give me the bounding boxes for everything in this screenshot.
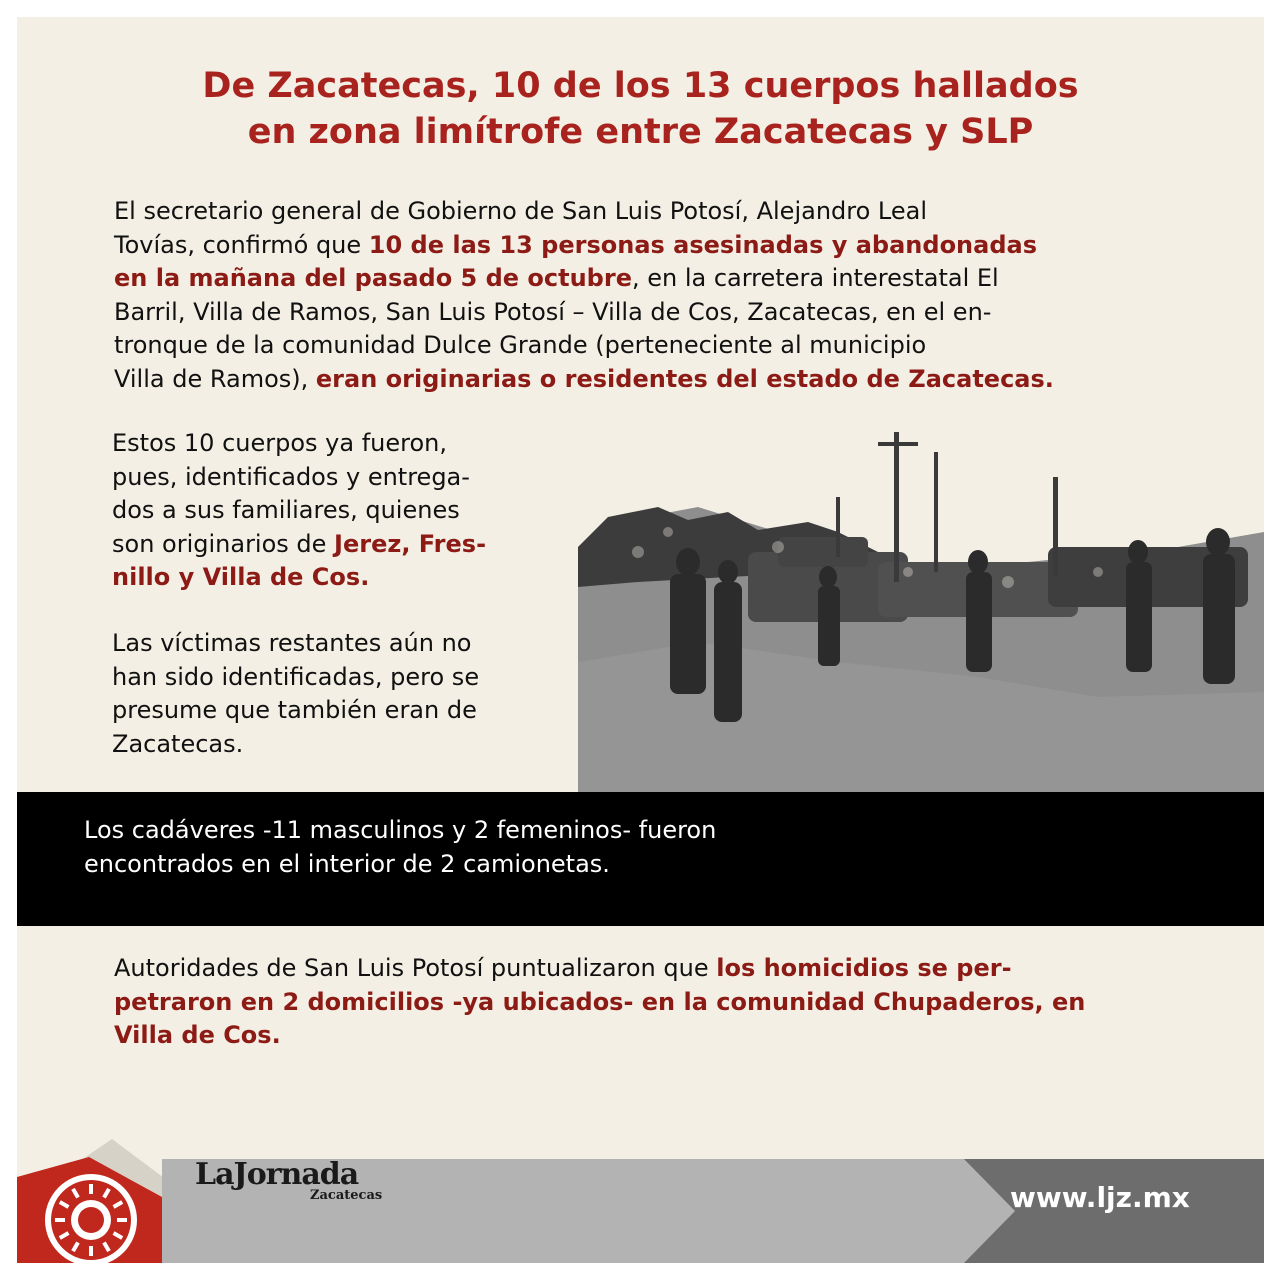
text-line xyxy=(112,661,562,695)
site-url-link[interactable]: www.ljz.mx xyxy=(1010,1181,1190,1214)
text-line xyxy=(112,528,562,562)
highlighted-text: petraron en 2 domicilios -ya ubicados- en la comunidad Chupaderos, en xyxy=(114,987,1086,1016)
text-line xyxy=(114,195,1174,229)
text-line xyxy=(114,262,1174,296)
body-text: son originarios de xyxy=(112,529,335,558)
logo-main-text: LaJornada xyxy=(195,1157,359,1192)
body-text: dos a sus familiares, quienes xyxy=(112,496,460,524)
text-line xyxy=(84,848,984,882)
text-line xyxy=(112,461,562,495)
body-text: El secretario general de Gobierno de San Luis Potosí, Alejandro Leal xyxy=(114,197,927,225)
body-text: Estos 10 cuerpos ya fueron, xyxy=(112,429,447,457)
band-text xyxy=(84,814,984,881)
text-line xyxy=(114,1019,1194,1053)
text-line xyxy=(112,627,562,661)
paragraph-identified xyxy=(112,427,562,595)
highlighted-text: Villa de Cos. xyxy=(114,1021,281,1049)
body-text: , en la carretera interestatal El xyxy=(631,264,999,292)
crime-scene-photo xyxy=(578,412,1264,792)
body-text: Tovías, confirmó que xyxy=(114,230,369,259)
body-text: tronque de la comunidad Dulce Grande (perteneciente al municipio xyxy=(114,331,927,359)
la-jornada-logo xyxy=(195,1157,383,1203)
paragraph-authorities xyxy=(114,952,1194,1053)
highlighted-text: nillo y Villa de Cos. xyxy=(112,563,370,591)
paragraph-remaining xyxy=(112,627,562,761)
highlight-band xyxy=(17,792,1264,926)
body-text: presume que también eran de xyxy=(112,696,477,724)
logo-sub-text: Zacatecas xyxy=(310,1188,383,1203)
paragraph-intro xyxy=(114,195,1174,396)
text-line xyxy=(84,814,984,848)
body-text: encontrados en el interior de 2 camionetas. xyxy=(84,849,610,878)
body-text: Las víctimas restantes aún no xyxy=(112,629,472,657)
text-line xyxy=(112,728,562,762)
title-line-2: en zona limítrofe entre Zacatecas y SLP xyxy=(247,112,1034,152)
body-text: Barril, Villa de Ramos, San Luis Potosí – Villa de Cos, Zacatecas, en el en- xyxy=(114,297,992,326)
highlighted-text: Jerez, Fres- xyxy=(334,529,487,558)
infographic-canvas xyxy=(17,17,1264,1263)
text-line xyxy=(114,952,1194,986)
text-line xyxy=(112,694,562,728)
text-line xyxy=(112,494,562,528)
highlighted-text: eran originarias o residentes del estado de Zacatecas. xyxy=(315,364,1054,393)
text-line xyxy=(114,329,1174,363)
body-text: Zacatecas. xyxy=(112,729,244,758)
body-text: pues, identificados y entrega- xyxy=(112,462,470,491)
body-text: Los cadáveres -11 masculinos y 2 femeninos- fueron xyxy=(84,816,717,844)
body-text: Autoridades de San Luis Potosí puntualizaron que xyxy=(114,954,717,982)
text-line xyxy=(114,296,1174,330)
text-line xyxy=(114,363,1174,397)
title-line-1: De Zacatecas, 10 de los 13 cuerpos hallados xyxy=(202,66,1079,106)
body-text: han sido identificadas, pero se xyxy=(112,662,480,691)
text-line xyxy=(114,229,1174,263)
body-text: Villa de Ramos), xyxy=(114,364,316,393)
text-line xyxy=(112,427,562,461)
highlighted-text: en la mañana del pasado 5 de octubre xyxy=(114,264,632,292)
highlighted-text: 10 de las 13 personas asesinadas y abandonadas xyxy=(368,230,1037,259)
text-line xyxy=(112,561,562,595)
highlighted-text: los homicidios se per- xyxy=(716,954,1012,982)
text-line xyxy=(114,986,1194,1020)
sun-logo-icon xyxy=(45,1174,137,1263)
page-title xyxy=(17,63,1264,155)
